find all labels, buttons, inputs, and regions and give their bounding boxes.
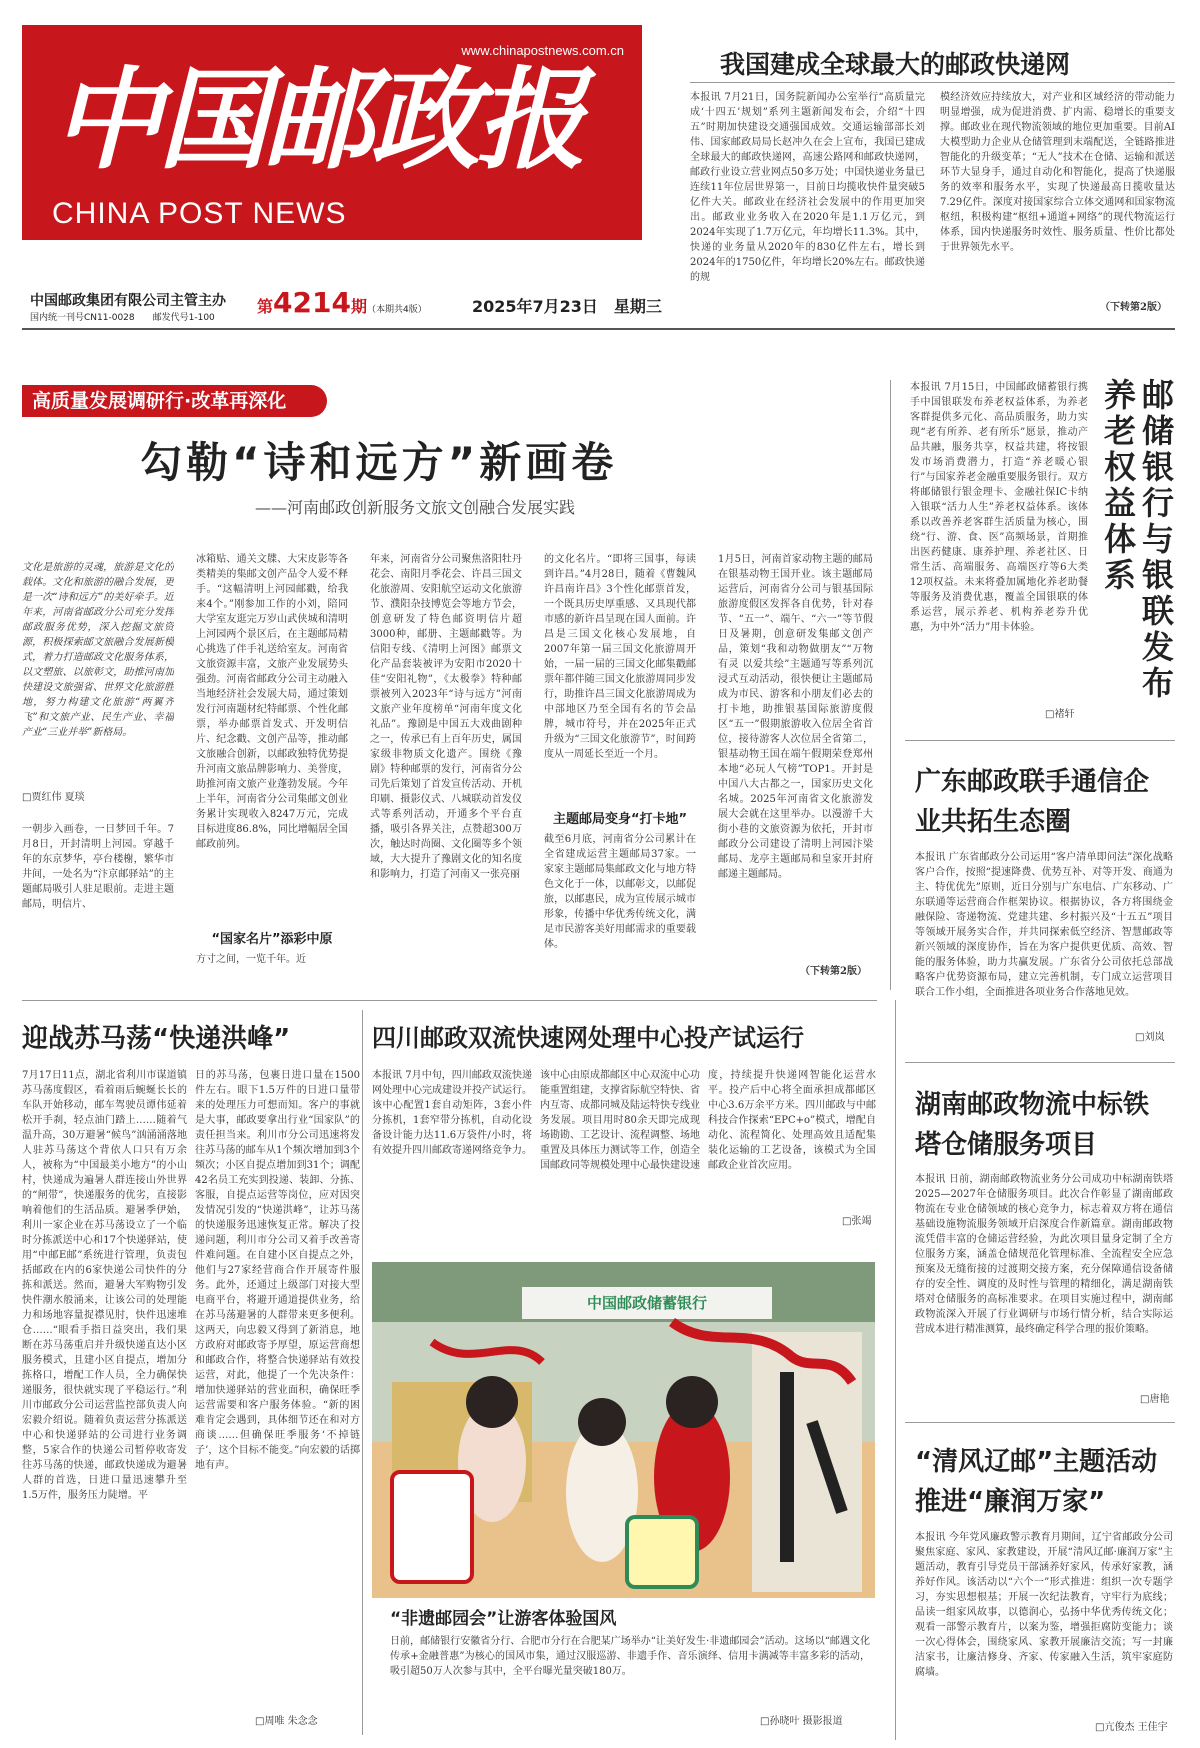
top-story-continued[interactable]: （下转第2版） xyxy=(1100,302,1167,313)
feature-col4: 的文化名片。“即将三国事，每读到许昌。”4月28日，随着《曹魏风 许昌南许昌》3个性化邮票首发，一个既具历史厚重感、又具现代都市感的新许昌呈现在国人面前。许昌是三国文化核心发展地，自2007年第一届三国文化旅游周开始，一届一届的三国文化邮集戳邮票年都伴随三国文化旅游周同步发行，助推许昌三国文化旅游周成为中部地区乃至全国有名的节会品牌，城市符号，并在2025年正式升级为“三国文化旅游节”，时间跨度从一周延长至近一个月。 xyxy=(544,554,696,760)
publisher-owner: 中国邮政集团有限公司主管主办 xyxy=(30,293,226,309)
right-story2-body: 本报讯 广东省邮政分公司运用“客户清单即问法”深化战略客户合作，按照“提速降费、优势互补、对等开发、商通为主、特优优先”原则，近日分别与广东电信、广东移动、广东联通等运营商合作框架协议。根据协议，各方将围绕金融保险、寄递物流、党建共建、乡村振兴及“十五五”项目等领域开展务实合作，并共同探索低空经济、智慧邮政等新兴领域的深度协作，旨在为客户提供更优质、高效、智能的服务体验，助力共赢发展。广东省分公司依托总部战略客户优势资源布局，建立完善机制，专门成立运营项目联合工作小组，全面推进各项业务合作落地见效。 xyxy=(915,852,1173,998)
feature-tag: 高质量发展调研行·改革再深化 xyxy=(22,385,327,417)
top-story-col2: 模经济效应持续放大，对产业和区域经济的带动能力明显增强，成为促进消费、扩内需、稳增长的重要支撑。邮政业在现代物流领域的地位更加重要。目前AI大模型助力企业从仓储管理到末端配送，全链路推进智能化的升级变革；“无人”技术在仓储、运输和派送环节大显身手，通过自动化和智能化，提高了快递服务的效率和服务水平，实现了快递最高日揽收量达7.29亿件。深度对接国家综合立体交通网和国家物流枢纽，积极构建“枢纽+通道+网络”的现代物流运行体系，国内快递服务时效性、服务质量、性价比都处于世界领先水平。 xyxy=(940,92,1175,253)
divider xyxy=(905,740,1175,741)
feature-intro: 文化是旅游的灵魂，旅游是文化的载体。文化和旅游的融合发展，更是一次“诗和远方”的美好牵手。近年来，河南省邮政分公司充分发挥邮政服务优势，深入挖掘文旅资源，积极探索邮文旅融合发展新模式，着力打造邮政文化服务体系，以文塑旅、以旅彰文，助推河南加快建设文旅强省、世界文化旅游胜地，努力构建文化旅游“两翼齐飞”和文旅产业、民生产业、幸福产业“三业并举”新格局。 xyxy=(22,562,174,738)
masthead-title-en: CHINA POST NEWS xyxy=(52,197,347,230)
feature-subtitle: ——河南邮政创新服务文旅文创融合发展实践 xyxy=(255,498,576,517)
bottom-left-col2: 日的苏马荡，包裹日进口量在1500件左右。眼下1.5万件的日进口量带来的处理压力可想而知。客户的事就是大事，邮政要拿出行业“国家队”的责任担当来。利川市分公司迅速将发往苏马荡的邮车从1个频次增加到3个频次；小区自提点增加到31个；调配42名员工充实到投递、装卸、分拣、客服，自提点运营等岗位，应对因突发情况引发的“快递洪峰”，让苏马荡的快递服务迅速恢复正常。解决了投递问题，利川市分公司又着手改善寄件难问题。在自建小区自提点之外，他们与27家经营商合作开展寄件服务。此外，还通过上级部门对接大型电商平台，将避开通道提供业务，给在苏马荡避暑的人群带来更多便利。这两天，向忠毅又得到了新消息，地方政府对邮政寄予厚望，原运营商想和邮政合作，将整合快递驿站有效投运营，对此，他提了一个先决条件：增加快递驿站的营业面积，确保旺季运营需要和客户服务体验。“新的困难肯定会遇到，具体细节还在和对方商谈……但确保旺季服务‘不掉链子’，这个目标不能变。”向宏毅的话掷地有声。 xyxy=(195,1070,360,1471)
photo-credit: □孙晓叶 摄影报道 xyxy=(760,1716,843,1727)
right-story3-title: 湖南邮政物流中标铁塔仓储服务项目 xyxy=(915,1090,1150,1160)
issue-pages: （本期共4版） xyxy=(366,305,427,315)
divider xyxy=(905,1422,1175,1423)
feature-title: 勾勒“诗和远方”新画卷 xyxy=(140,438,618,487)
feature-col2: 冰箱贴、通关文牒、大宋皮影等各类精美的集邮文创产品令人爱不释手。“这幅清明上河园邮戳，给我来4个。”刚参加工作的小刘，陪同大学室友逛完万岁山武侠城和清明上河园两个景区后，在主题邮局精心挑选了伴手礼送给室友。河南省文旅资源丰富，文旅产业发展势头强劲。河南省邮政分公司主动融入当地经济社会发展大局，通过策划发行河南题材纪特邮票、个性化邮票，举办邮票首发式、开发明信片、纪念戳、文创产品等，推动邮文旅融合创新，以邮政独特优势提升河南文旅品牌影响力、美誉度，助推河南文旅产业蓬勃发展。今年上半年，河南省分公司集邮文创业务累计实现收入8247万元，完成目标进度86.8%，同比增幅居全国邮政前列。 xyxy=(196,554,348,850)
divider xyxy=(362,1010,363,1735)
issue-number xyxy=(257,286,427,319)
feature-col4-b: 截至6月底，河南省分公司累计在全省建成运营主题邮局37家。一家家主题邮局集邮政文化与地方特色文化于一体，以邮彰文，以邮促旅，以邮惠民，成为宣传展示城市形象，传播中华优秀传统文化，满足市民游客美好用邮需求的重要载体。 xyxy=(544,834,696,950)
feature-col2-subhead: “国家名片”添彩中原 xyxy=(211,932,333,947)
publication-codes: 国内统一刊号CN11-0028 邮发代号1-100 xyxy=(30,313,215,323)
feature-reporters: □贾红伟 夏琰 xyxy=(22,792,85,803)
right-story4-body: 本报讯 今年党风廉政警示教育月期间，辽宁省邮政分公司聚焦家庭、家风、家教建设，开展“清风辽邮·廉润万家”主题活动，教育引导党员干部涵养好家风，传承好家教，涵养好作风。该活动以“六个一”形式推进：组织一次专题学习，夯实思想根基；开展一次纪法教育，守牢行为底线；品读一组家风故事，以德润心，弘扬中华优秀传统文化；观看一部警示教育片，以案为鉴，增强拒腐防变能力；谈一次心得体会，围绕家风、家教开展廉洁交流；写一封廉洁家书，让廉洁修身、齐家、传家融入生活，筑牢家庭防腐墙。 xyxy=(915,1532,1173,1678)
issue-number-value: 4214 xyxy=(273,286,351,319)
issue-prefix: 第 xyxy=(257,297,274,316)
right-story2-author: □刘岚 xyxy=(1135,1032,1165,1043)
divider xyxy=(690,82,1175,83)
bottom-mid-title: 四川邮政双流快速网处理中心投产试运行 xyxy=(372,1024,804,1052)
right-story1-body: 本报讯 7月15日，中国邮政储蓄银行携手中国银联发布养老权益体系，为养老客群提供多元化、高品质服务，助力实现“老有所养、老有所乐”愿景，推动产品共融，服务共享，权益共建，将按银发市场消费潜力，打造“养老暖心银行”与国家养老金融重要服务银行。双方将邮储银行银金理卡、金融社保IC卡纳入银联“活力人生”养老权益体系。该体系以改善养老客群生活质量为核心，围绕“行、游、食、医”高频场景，首期推出医药健康、康养护理、养老社区、日常生活、高端服务、高端医疗等6大类12项权益。未来将叠加属地化养老助餐等服务及消费优惠，覆盖全国银联的体系运营，展示养老、机构养老券升优惠，为中外“活力”用卡体验。 xyxy=(910,382,1088,633)
top-story-title: 我国建成全球最大的邮政快递网 xyxy=(720,50,1071,79)
bottom-mid-author: □张竭 xyxy=(842,1216,872,1227)
photo-caption-title: “非遗邮园会”让游客体验国风 xyxy=(390,1609,617,1629)
feature-col2-b: 方寸之间，一览千年。近 xyxy=(196,954,306,965)
bottom-mid-col1: 本报讯 7月中旬，四川邮政双流快递网处理中心完成建设并投产试运行。该中心配置1套自动矩阵，3套小件分拣机，1套窄带分拣机，自动化设备设计能力达11.6万袋件/小时，将有效提升四川邮政寄递网络竞争力。 xyxy=(372,1070,532,1156)
top-story-col1: 本报讯 7月21日，国务院新闻办公室举行“高质量完成‘十四五’规划”系列主题新闻发布会，介绍“十四五”时期加快建设交通强国成效。交通运输部部长刘伟、国家邮政局局长赵冲久在会上宣布，我国已建成全球最大的邮政快递网，高速公路网和邮政快递网，邮政行业设立营业网点50多万处；中国快递业务量已连续11年位居世界第一，目前日均揽收快件量突破5亿件大关。邮政业在经济社会发展中的作用更加突出。邮政业业务收入在2020年是1.1万亿元，到2024年实现了1.7万亿元，年均增长11.3%。其中，快递的业务量从2020年的830亿件左右，增长到2024年的1750亿件，年均增长20%左右。邮政快递的规 xyxy=(690,92,925,283)
masthead-title-cn: 中国邮政报 xyxy=(52,56,582,184)
right-story4-title: “清风辽邮”主题活动推进“廉润万家” xyxy=(915,1447,1158,1517)
publication-date: 2025年7月23日 星期三 xyxy=(472,297,662,316)
divider xyxy=(890,380,891,990)
event-photo xyxy=(372,1262,875,1598)
photo-banner: 中国邮政储蓄银行 xyxy=(586,1294,707,1312)
feature-col5: 1月5日，河南首家动物主题的邮局在银基动物王国开业。该主题邮局运营后，河南省分公司与银基国际旅游度假区发挥各自优势，针对春节、“五一”、端午、“六一”等节假日及暑期，创意研发集邮文创产品，策划“我和动物做朋友”“万物有灵 以爱共绘”主题通写等系列沉浸式互动活动，很快便让主题邮局成为市民、游客和小朋友们必去的打卡地，助推银基国际旅游度假区“五一”假期旅游收入位居全省首位，接待游客人次位居全省第二，银基动物王国在端午假期荣登郑州本地“必玩人气榜”TOP1。开封是中国八大古都之一，国家历史文化名城。2025年河南省文化旅游发展大会就在这里举办。以漫游千大街小巷的文旅资源为依托，开封市邮政分公司建设了清明上河园汴梁邮局、龙亭主题邮局和皇家开封府邮递主题邮局。 xyxy=(718,554,873,880)
feature-col1: 一朝步入画卷，一日梦回千年。7月8日，开封清明上河园。穿越千年的东京梦华，亭台楼榭，繁华市井间，一处名为“汴京邮驿站”的主题邮局吸引人驻足眼前。走进主题邮局，明信片、 xyxy=(22,824,174,910)
masthead xyxy=(22,25,642,240)
bottom-mid-col3: 度，持续提升快递网智能化运营水平。投产后中心将全面承担成都邮区中心3.6万余平方米。四川邮政与中邮科技合作探索“EPC+o”模式，增配自动化、流程简化、处理高效且适配集装化运输的工艺设备，该模式为全国邮政企业首次应用。 xyxy=(708,1070,876,1171)
right-story3-body: 本报讯 日前，湖南邮政物流业务分公司成功中标湖南铁塔2025—2027年仓储服务项目。此次合作彰显了湖南邮政物流在专业仓储领域的核心竞争力，标志着双方将在通信基础设施物流服务领域开启深度合作新篇章。湖南邮政物流凭借丰富的仓储运营经验，为此次项目量身定制了全方位服务方案，涵盖仓储规范化管理标准、全流程安全应急预案及无缝衔接的过渡期交接方案，充分保障通信设备储存的安全性、调度的及时性与管理的精细化，满足湖南铁塔对仓储服务的高标准要求。在项目实施过程中，湖南邮政物流深入开展了行业调研与市场行情分析，结合实际运营成本进行精准测算，最终确定科学合理的报价策略。 xyxy=(915,1174,1173,1335)
divider xyxy=(22,1000,877,1001)
masthead-url[interactable]: www.chinapostnews.com.cn xyxy=(461,43,624,58)
feature-col4-subhead: 主题邮局变身“打卡地” xyxy=(552,812,688,827)
feature-continued[interactable]: （下转第2版） xyxy=(800,966,867,977)
divider xyxy=(895,1000,896,1740)
right-story1-author: □褚轩 xyxy=(1045,709,1075,720)
bottom-mid-col2: 该中心由原成都邮区中心双流中心功能重置组建，支撑省际航空特快、省内互寄、成都同城及陆运特快专线业务发展。项目用时80余天即完成现场勘勘、工艺设计、流程调整、场地重置及具体压力测试等工作，创造全国邮政同等规模处理中心最快建设速 xyxy=(540,1070,700,1171)
right-story1-title: 邮储银行与银联发布养老权益体系 xyxy=(1099,378,1175,702)
bottom-left-title: 迎战苏马荡“快递洪峰” xyxy=(22,1024,291,1054)
issue-suffix: 期 xyxy=(350,297,367,316)
bottom-left-author: □周唯 朱念念 xyxy=(255,1716,318,1727)
feature-col3: 年来，河南省分公司聚焦洛阳牡丹花会、南阳月季花会、许昌三国文化旅游周、安阳航空运动文化旅游节、濮阳杂技博览会等地方节会，创意研发了特色邮资明信片超3000种，邮册、主题邮戳等。为信阳专线、《清明上河图》邮票文化产品套装被评为安阳市2020十佳“安阳礼物”，《太极拳》特种邮票被列入2023年“诗与远方”河南文旅产业年度榜单“河南年度文化礼品”。豫剧是中国五大戏曲剧种之一，传承已有上百年历史，属国家级非物质文化遗产。围绕《豫剧》特种邮票的发行，河南省分公司先后策划了首发宣传活动、开机印刷、摄影仪式、八城联动首发仪式等系列活动，开通多个平台直播，吸引各界关注，点赞超300万次，触达时尚圈、文化圈等多个领域，大大提升了豫剧文化的知名度和影响力，打造了河南又一张亮丽 xyxy=(370,554,522,880)
right-story3-author: □唐艳 xyxy=(1140,1394,1170,1405)
bottom-left-col1: 7月17日11点，湖北省利川市谋道镇苏马荡度假区，看着雨后蜿蜒长长的车队开始移动，邮车驾驶员谭伟延着松开手刹，轻点油门踏上……随着气温升高，30万避暑“候鸟”汹涌涌落地人驻苏马荡这个背依人口只有万余人，被称为“中国最美小地方”的小山村，快递成为遍暑人群连接山外世界的“闸带”，快递服务的优劣，直接影响着他们的生活品质。避暑季伊始，利川一家企业在苏马荡设立了一个临时分拣派送中心和17个快递驿站，使用“中邮E邮”系统进行管理，负责包括邮政在内的6家快递公司快件的分拣和派送。然而，避暑大军购物引发快件潮水般涌来，让该公司的处理能力和场地容量捉襟见肘，快件迅速堆仓……“眼看手指日益突出，我们果断在苏马荡重启并升级快递直达小区服务模式，且建小区自提点，增加分拣格口，增配工作人员，全力确保快递服务，很快就实现了平稳运行。”利川市邮政分公司运营监控部负责人向宏毅介绍说。随着负责运营分拣派送中心和快递驿站的公司进行业务调整，5家合作的快递公司暂停收寄发往苏马荡的快递，邮政快递成为避暑人群的首选，日进口量迅速攀升至1.5万件，服务压力陡增。平 xyxy=(22,1070,187,1501)
right-story4-author: □亢俊杰 王佳宇 xyxy=(1095,1722,1168,1733)
right-story2-title: 广东邮政联手通信企业共拓生态圈 xyxy=(915,767,1150,837)
photo-caption-body: 日前，邮储银行安徽省分行、合肥市分行在合肥某广场举办“让美好发生·非遗邮园会”活动。这场以“邮遇文化传承+金融普惠”为核心的国风市集，通过汉服巡游、非遗手作、音乐演绎、信用卡满减等丰富多彩的活动，吸引超50万人次参与其中，全平台曝光量突破180万。 xyxy=(390,1636,870,1677)
divider xyxy=(905,1062,1175,1063)
